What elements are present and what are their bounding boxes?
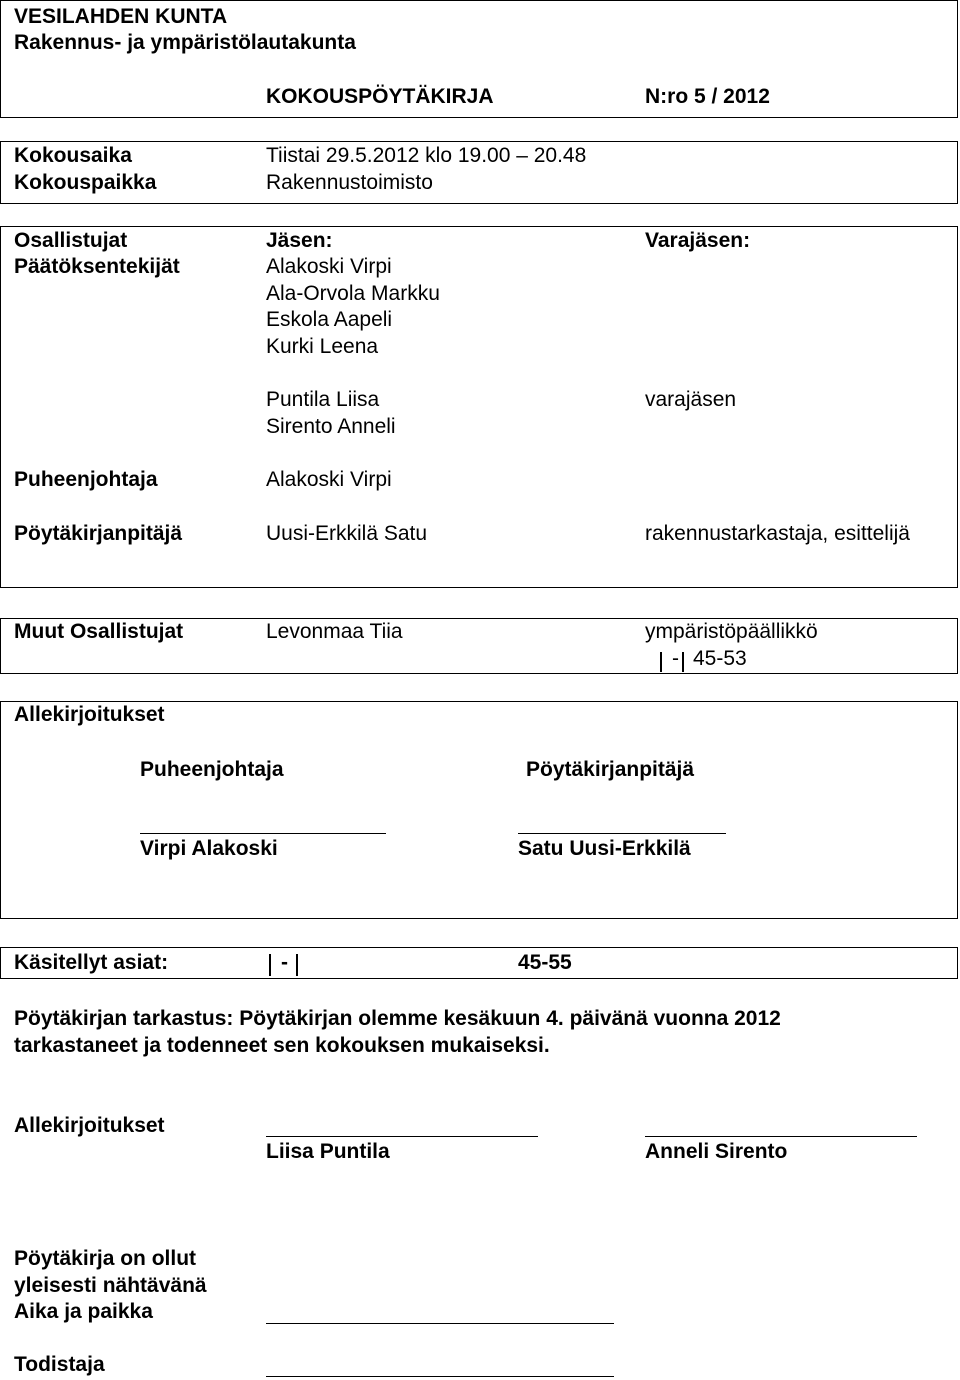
chair-signature-line (140, 833, 386, 834)
section-dash-marker-left (660, 652, 662, 672)
deputy-header: Varajäsen: (645, 229, 751, 252)
chair-title: Puheenjohtaja (140, 758, 284, 781)
chair-signer-name: Virpi Alakoski (140, 837, 278, 860)
signatures-box (0, 701, 958, 919)
secretary-title: Pöytäkirjanpitäjä (526, 758, 695, 781)
reviewer1-signature-line (266, 1136, 538, 1137)
decision-makers-label: Päätöksentekijät (14, 255, 180, 278)
member-name: Sirento Anneli (266, 415, 396, 438)
public-display-line2: yleisesti nähtävänä (14, 1274, 207, 1297)
secretary-signature-line (518, 833, 726, 834)
secretary-role: rakennustarkastaja, esittelijä (645, 522, 910, 545)
secretary-value: Uusi-Erkkilä Satu (266, 522, 428, 545)
member-name: Puntila Liisa (266, 388, 380, 411)
other-participant-name: Levonmaa Tiia (266, 620, 403, 643)
other-sections: 45-53 (693, 647, 747, 670)
chair-label: Puheenjohtaja (14, 468, 158, 491)
municipality-name: VESILAHDEN KUNTA (14, 5, 228, 28)
meeting-place-value: Rakennustoimisto (266, 171, 433, 194)
member-name: Alakoski Virpi (266, 255, 392, 278)
board-name: Rakennus- ja ympäristölautakunta (14, 31, 356, 54)
reviewer2-signature-line (645, 1136, 917, 1137)
other-participant-role: ympäristöpäällikkö (645, 620, 818, 643)
handled-dash-marker-left (269, 954, 271, 976)
time-and-place-line (266, 1323, 614, 1324)
deputy-note: varajäsen (645, 388, 737, 411)
member-header: Jäsen: (266, 229, 333, 252)
meeting-place-label: Kokouspaikka (14, 171, 157, 194)
section-dash-marker-right (682, 652, 684, 672)
witness-label: Todistaja (14, 1353, 105, 1376)
review-text-line1: Pöytäkirjan tarkastus: Pöytäkirjan olemme kesäkuun 4. päivänä vuonna 2012 (14, 1007, 781, 1030)
review-text-line2: tarkastaneet ja todenneet sen kokouksen mukaiseksi. (14, 1034, 550, 1057)
handled-sections: 45-55 (518, 951, 572, 974)
member-name: Kurki Leena (266, 335, 379, 358)
reviewer1-name: Liisa Puntila (266, 1140, 390, 1163)
member-name: Eskola Aapeli (266, 308, 393, 331)
secretary-signer-name: Satu Uusi-Erkkilä (518, 837, 691, 860)
public-display-line1: Pöytäkirja on ollut (14, 1247, 197, 1270)
reviewer2-name: Anneli Sirento (645, 1140, 788, 1163)
handled-dash: - (281, 951, 288, 974)
secretary-label: Pöytäkirjanpitäjä (14, 522, 183, 545)
review-signatures-label: Allekirjoitukset (14, 1114, 165, 1137)
chair-value: Alakoski Virpi (266, 468, 392, 491)
signatures-label: Allekirjoitukset (14, 703, 165, 726)
document-type: KOKOUSPÖYTÄKIRJA (266, 85, 494, 108)
handled-label: Käsitellyt asiat: (14, 951, 169, 974)
section-dash: - (672, 647, 679, 670)
participants-label: Osallistujat (14, 229, 128, 252)
document-number: N:ro 5 / 2012 (645, 85, 770, 108)
handled-dash-marker-right (296, 954, 298, 976)
other-participants-label: Muut Osallistujat (14, 620, 184, 643)
meeting-time-label: Kokousaika (14, 144, 132, 167)
witness-line (266, 1376, 614, 1377)
meeting-time-value: Tiistai 29.5.2012 klo 19.00 – 20.48 (266, 144, 587, 167)
time-and-place-label: Aika ja paikka (14, 1300, 153, 1323)
member-name: Ala-Orvola Markku (266, 282, 440, 305)
